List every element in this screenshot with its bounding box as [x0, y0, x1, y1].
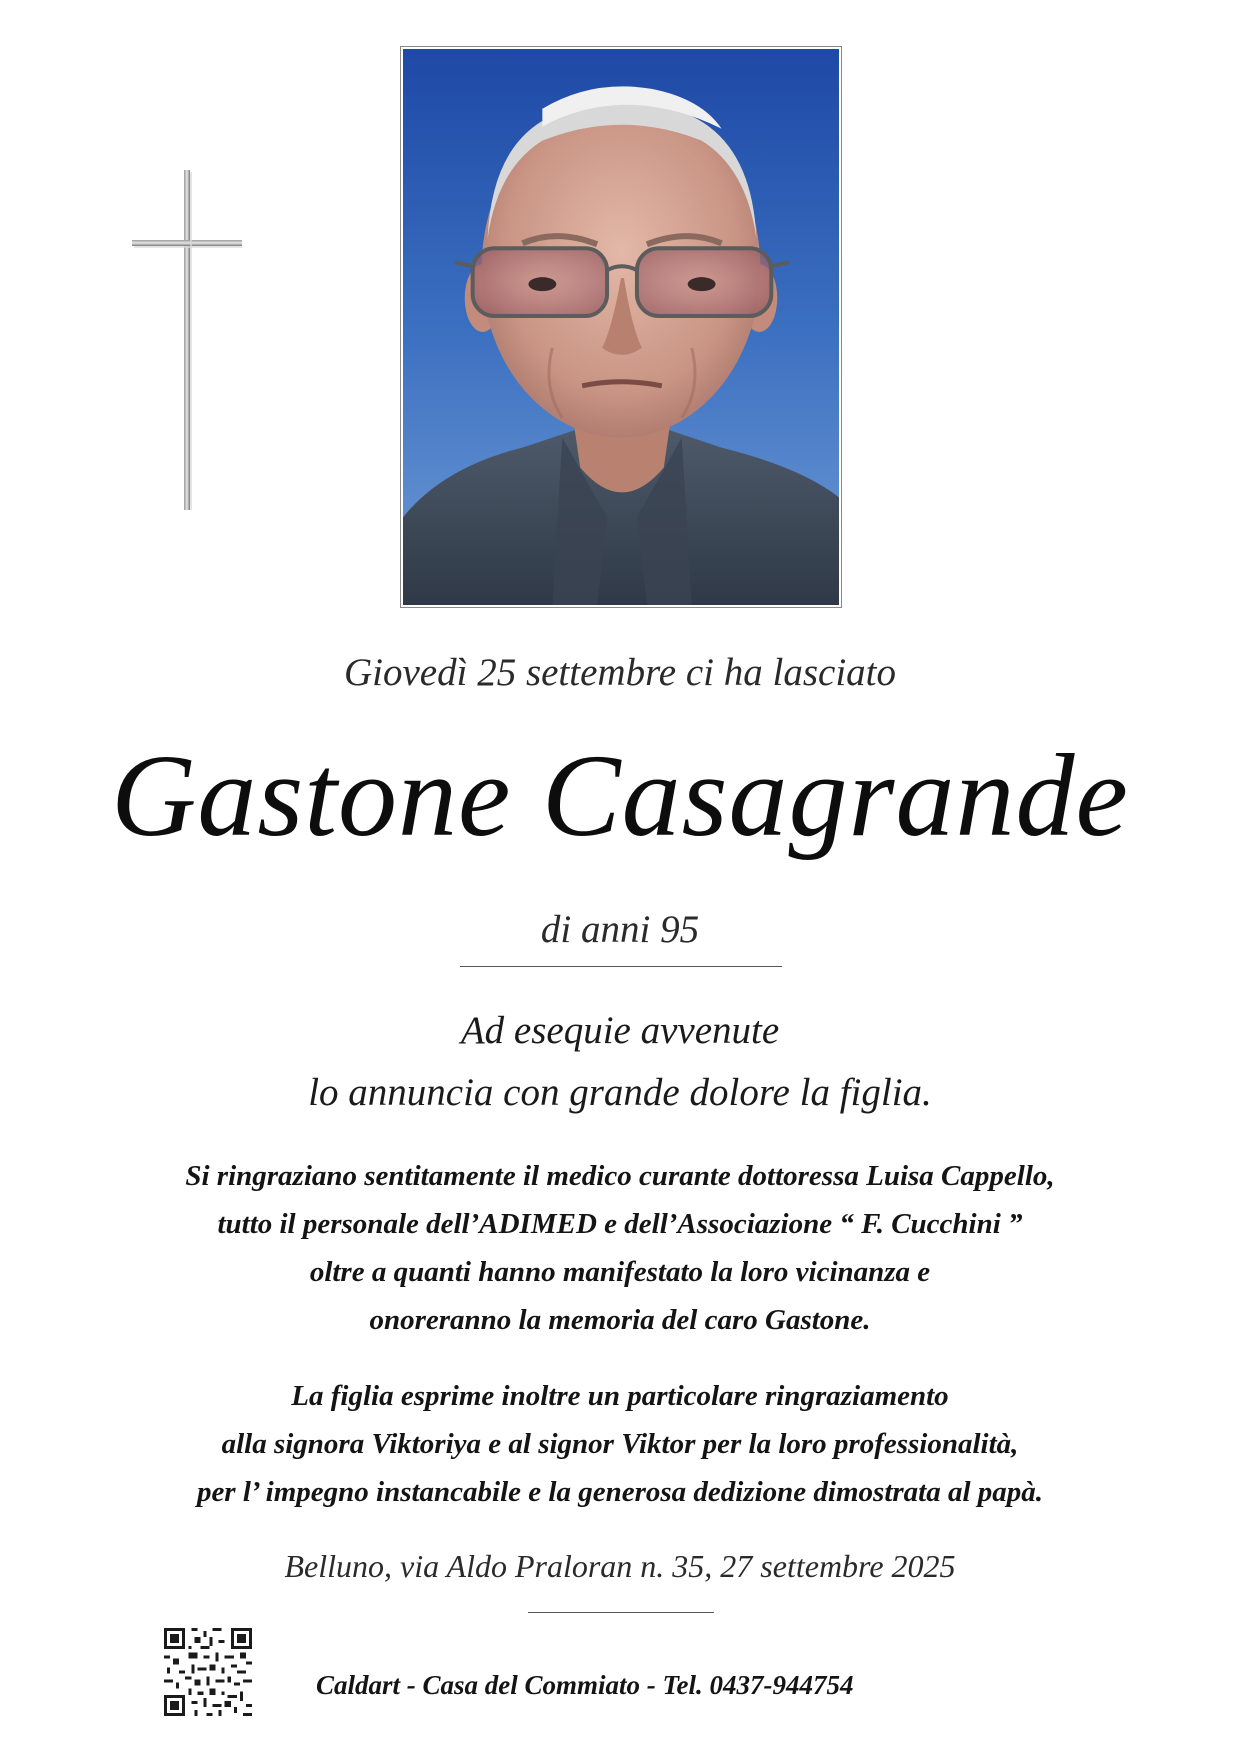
thanks-paragraph-1 — [0, 1152, 1240, 1344]
thanks-line: onoreranno la memoria del caro Gastone. — [369, 1304, 871, 1336]
announcement-line: Ad esequie avvenute — [460, 1009, 780, 1052]
thanks-line: Si ringraziano sentitamente il medico curante dottoressa Luisa Cappello, — [185, 1160, 1055, 1192]
divider — [460, 966, 782, 967]
funeral-home-footer: Caldart - Casa del Commiato - Tel. 0437-944754 — [316, 1670, 854, 1700]
thanks-line: alla signora Viktoriya e al signor Viktor per la loro professionalità, — [221, 1428, 1019, 1460]
thanks-paragraph-2 — [0, 1372, 1240, 1516]
divider — [528, 1612, 714, 1613]
latin-cross-icon — [118, 146, 258, 526]
place-and-date: Belluno, via Aldo Praloran n. 35, 27 settembre 2025 — [284, 1548, 956, 1584]
deceased-name: Gastone Casagrande — [111, 730, 1129, 861]
thanks-line: per l’ impegno instancabile e la generosa dedizione dimostrata al papà. — [196, 1476, 1044, 1508]
thanks-line: La figlia esprime inoltre un particolare ringraziamento — [291, 1380, 949, 1412]
portrait-photo — [400, 46, 842, 608]
death-date-line: Giovedì 25 settembre ci ha lasciato — [343, 651, 897, 694]
announcement-line: lo annuncia con grande dolore la figlia. — [308, 1071, 932, 1114]
announcement — [0, 1000, 1240, 1124]
age-line: di anni 95 — [540, 908, 700, 951]
qr-code-icon — [164, 1628, 252, 1716]
portrait-illustration — [403, 49, 839, 605]
thanks-line: tutto il personale dell’ADIMED e dell’Associazione “ F. Cucchini ” — [217, 1208, 1023, 1240]
thanks-line: oltre a quanti hanno manifestato la loro vicinanza e — [309, 1256, 931, 1288]
